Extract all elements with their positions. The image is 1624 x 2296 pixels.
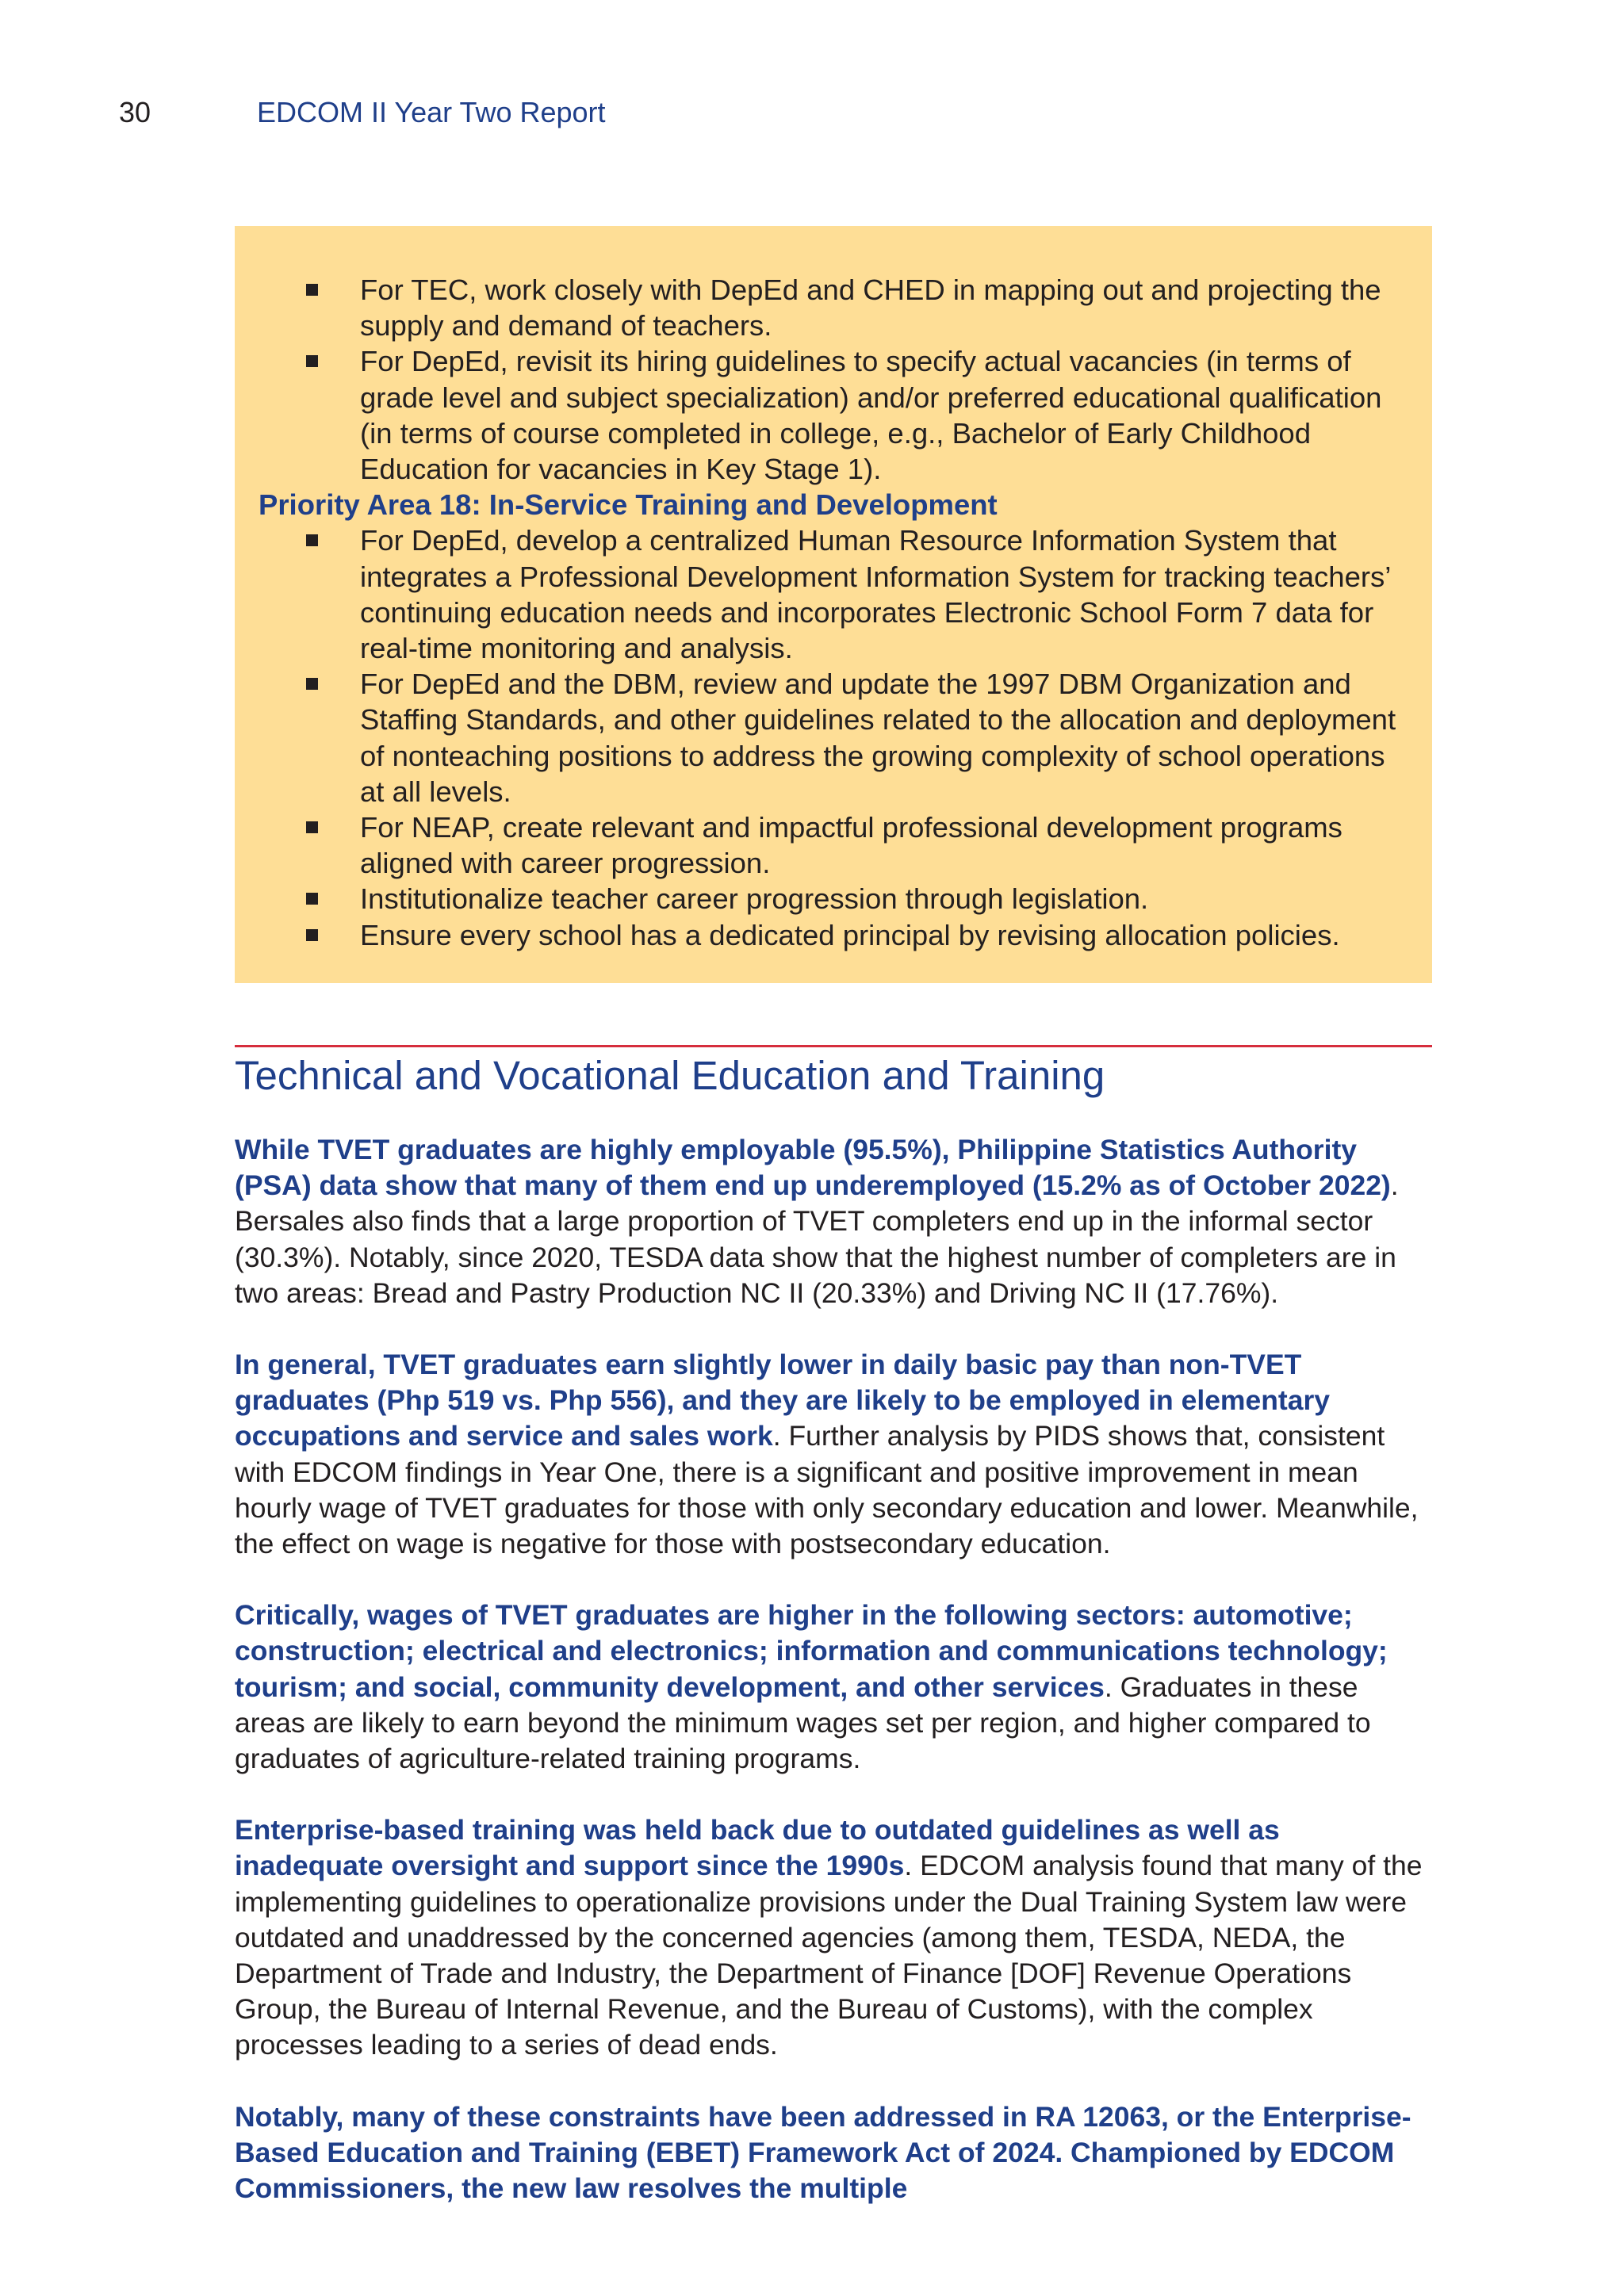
- recommendation-text: For DepEd, develop a centralized Human Resource Information System that integrates a Professional Development Information System for tracking teachers’ continuing education needs and incorporates Electronic School Form 7 data for real-time monitoring and analysis.: [360, 524, 1391, 665]
- square-bullet-icon: [306, 929, 318, 941]
- recommendation-list-priority: [259, 522, 1408, 952]
- page-header: [119, 94, 606, 132]
- paragraph: [235, 1598, 1432, 1777]
- square-bullet-icon: [306, 355, 318, 367]
- paragraph-text: . Further analysis by PIDS shows that, consistent with EDCOM findings in Year One, there is a significant and positive improvement in mean hourly wage of TVET graduates for those with only secondary education and lower. Meanwhile, the effect on wage is negative for those with postsecondary education.: [235, 1420, 1419, 1560]
- page-number: 30: [119, 96, 151, 128]
- square-bullet-icon: [306, 284, 318, 296]
- square-bullet-icon: [306, 534, 318, 546]
- paragraph: [235, 2099, 1432, 2207]
- square-bullet-icon: [306, 821, 318, 833]
- section-title: Technical and Vocational Education and Training: [235, 1053, 1105, 1098]
- recommendation-text: For DepEd and the DBM, review and update the 1997 DBM Organization and Staffing Standards, and other guidelines related to the allocation and deployment of nonteaching positions to address the growing complexity of school operations at all levels.: [360, 668, 1396, 808]
- recommendation-item: [259, 881, 1408, 916]
- paragraph-lead: Enterprise-based training was held back due to outdated guidelines as well as inadequate oversight and support since the 1990s: [235, 1814, 1280, 1882]
- recommendation-text: For TEC, work closely with DepEd and CHED in mapping out and projecting the supply and demand of teachers.: [360, 274, 1381, 342]
- paragraph-lead: Notably, many of these constraints have been addressed in RA 12063, or the Enterprise-Based Education and Training (EBET) Framework Act of 2024. Championed by EDCOM Commissioners, the new law resolves the multiple: [235, 2100, 1411, 2205]
- recommendation-text: For DepEd, revisit its hiring guidelines to specify actual vacancies (in terms of grade level and subject specialization) and/or preferred educational qualification (in terms of course completed in college, e.g., Bachelor of Early Childhood Education for vacancies in Key Stage 1).: [360, 345, 1382, 486]
- paragraph-lead: Critically, wages of TVET graduates are higher in the following sectors: automotive; construction; electrical and electronics; information and communications technology; tourism; and social, community development, and other services: [235, 1599, 1388, 1703]
- recommendations-callout-box: [235, 226, 1432, 983]
- recommendation-item: [259, 809, 1408, 881]
- recommendation-text: For NEAP, create relevant and impactful professional development programs aligned with career progression.: [360, 811, 1342, 880]
- recommendation-item: [259, 272, 1408, 343]
- recommendation-item: [259, 343, 1408, 487]
- paragraph-lead: In general, TVET graduates earn slightly lower in daily basic pay than non-TVET graduates (Php 519 vs. Php 556), and they are likely to be employed in elementary occupations and service and sales work: [235, 1349, 1331, 1452]
- square-bullet-icon: [306, 893, 318, 905]
- recommendation-item: [259, 666, 1408, 809]
- recommendation-text: Ensure every school has a dedicated principal by revising allocation policies.: [360, 918, 1340, 951]
- recommendation-item: [259, 917, 1408, 953]
- body-text: [235, 1132, 1432, 2206]
- paragraph-lead: While TVET graduates are highly employable (95.5%), Philippine Statistics Authority (PSA) data show that many of them end up underemployed (15.2% as of October 2022): [235, 1134, 1391, 1202]
- running-title: EDCOM II Year Two Report: [257, 96, 606, 128]
- paragraph: [235, 1132, 1432, 1311]
- recommendation-item: [259, 522, 1408, 666]
- paragraph: [235, 1812, 1432, 2063]
- paragraph-text: . Graduates in these areas are likely to earn beyond the minimum wages set per region, and higher compared to graduates of agriculture-related training programs.: [235, 1670, 1371, 1775]
- square-bullet-icon: [306, 678, 318, 690]
- section-divider: [235, 1045, 1432, 1047]
- priority-area-heading: Priority Area 18: In-Service Training and Development: [259, 488, 998, 522]
- recommendation-list-top: [259, 272, 1408, 487]
- paragraph: [235, 1347, 1432, 1562]
- recommendation-text: Institutionalize teacher career progression through legislation.: [360, 882, 1149, 916]
- paragraph-text: . EDCOM analysis found that many of the implementing guidelines to operationalize provisions under the Dual Training System law were outdated and unaddressed by the concerned agencies (among them, TESDA, NEDA, the Department of Trade and Industry, the Department of Finance [DOF] Revenue Operations Group, the Bureau of Internal Revenue, and the Bureau of Customs), with the complex processes leading to a series of dead ends.: [235, 1850, 1423, 2061]
- paragraph-text: . Bersales also finds that a large proportion of TVET completers end up in the informal sector (30.3%). Notably, since 2020, TESDA data show that the highest number of completers are in two areas: Bread and Pastry Production NC II (20.33%) and Driving NC II (17.76%).: [235, 1169, 1399, 1309]
